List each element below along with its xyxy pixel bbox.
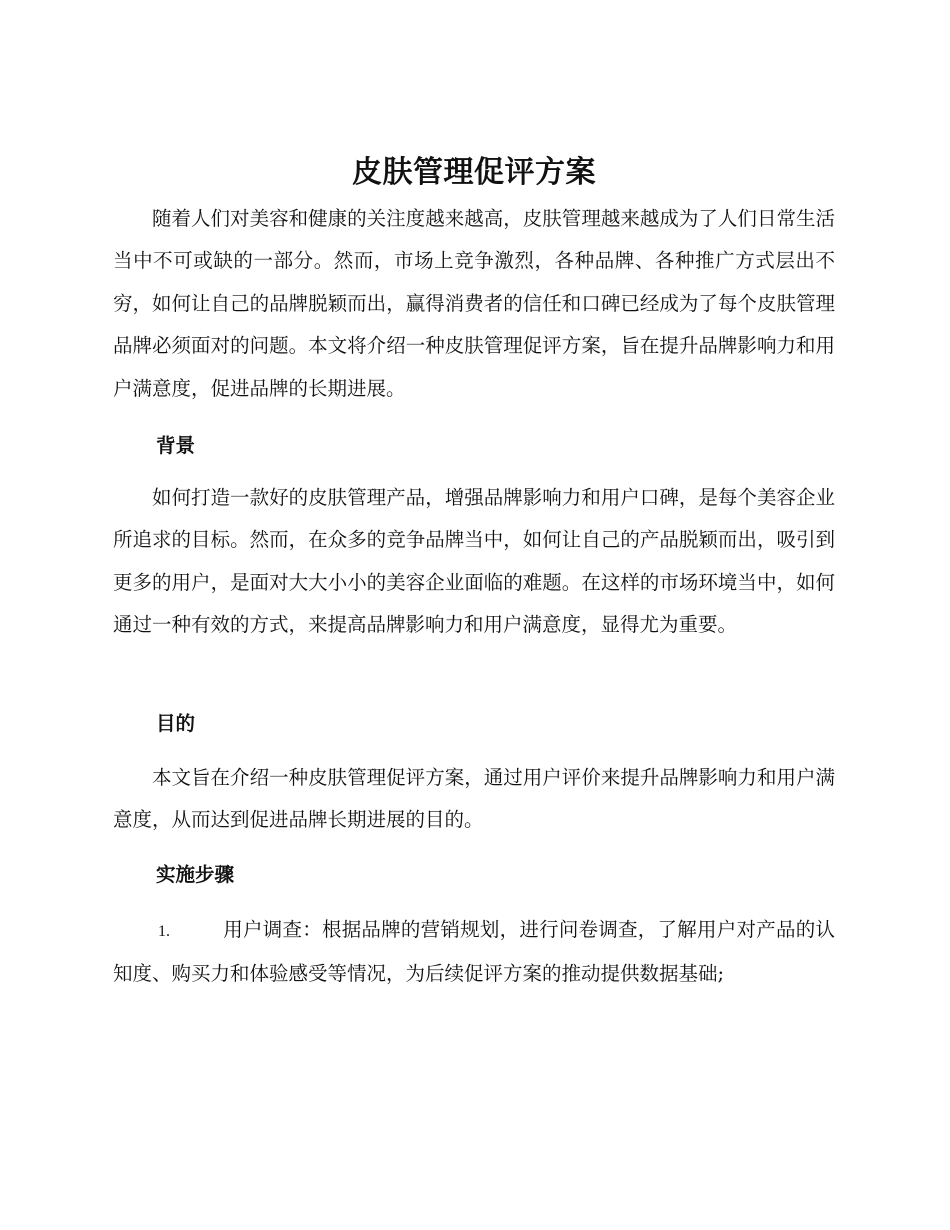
list-item <box>113 909 835 996</box>
section-heading-purpose: 目的 <box>156 712 196 735</box>
intro-paragraph: 随着人们对美容和健康的关注度越来越高，皮肤管理越来越成为了人们日常生活当中不可或缺的一部分。然而，市场上竞争激烈，各种品牌、各种推广方式层出不穷，如何让自己的品牌脱颖而出，赢得消费者的信任和口碑已经成为了每个皮肤管理品牌必须面对的问题。本文将介绍一种皮肤管理促评方案，旨在提升品牌影响力和用户满意度，促进品牌的长期进展。 <box>113 207 835 400</box>
list-item-number: 1. <box>158 923 170 940</box>
document-title: 皮肤管理促评方案 <box>352 155 596 190</box>
list-item-text: 用户调查：根据品牌的营销规划，进行问卷调查，了解用户对产品的认知度、购买力和体验感受等情况，为后续促评方案的推动提供数据基础; <box>113 918 835 986</box>
background-paragraph: 如何打造一款好的皮肤管理产品，增强品牌影响力和用户口碑，是每个美容企业所追求的目标。然而，在众多的竞争品牌当中，如何让自己的产品脱颖而出，吸引到更多的用户，是面对大大小小的美容企业面临的难题。在这样的市场环境当中，如何通过一种有效的方式，来提高品牌影响力和用户满意度，显得尤为重要。 <box>113 486 835 637</box>
purpose-paragraph: 本文旨在介绍一种皮肤管理促评方案，通过用户评价来提升品牌影响力和用户满意度，从而达到促进品牌长期进展的目的。 <box>113 766 835 832</box>
section-heading-background: 背景 <box>156 434 196 457</box>
section-heading-steps: 实施步骤 <box>156 863 235 886</box>
